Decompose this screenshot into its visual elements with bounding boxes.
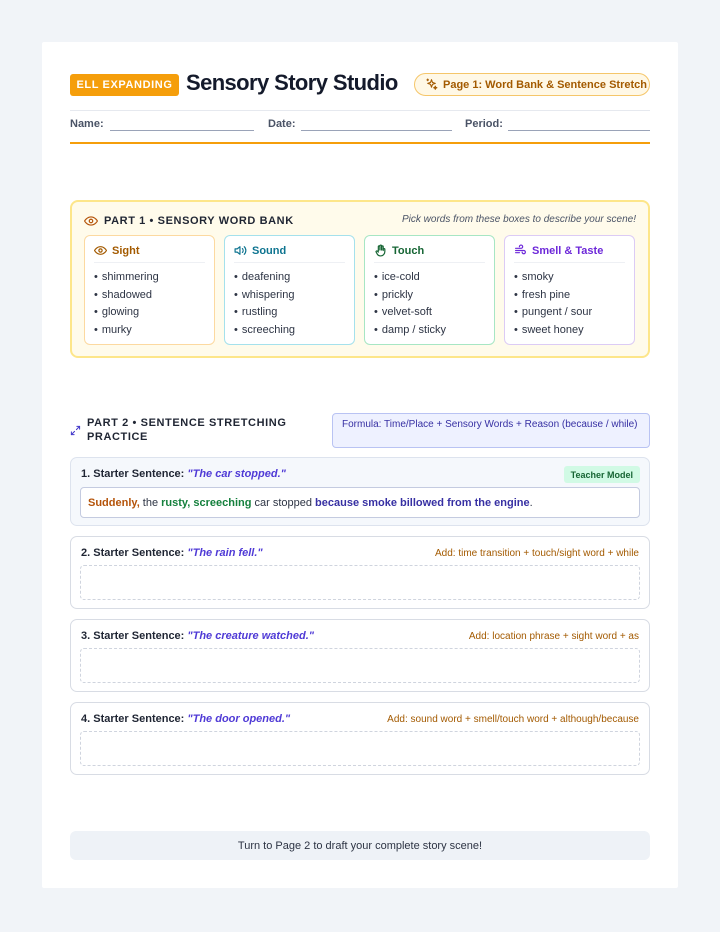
eye-icon [94,244,107,257]
answer-box[interactable] [80,648,640,683]
word-item: • shadowed [94,287,205,305]
word-item: • ice-cold [374,269,485,287]
word-bank-title: PART 1 • SENSORY WORD BANK [84,214,294,228]
answer-box[interactable] [80,565,640,600]
starter-quote: "The rain fell." [187,547,263,559]
teacher-model-badge: Teacher Model [564,466,640,483]
word-card-sound [224,235,355,345]
expand-icon [70,424,81,437]
speaker-icon [234,244,247,257]
eye-icon [84,214,98,228]
word-item: • fresh pine [514,287,625,305]
level-badge: ELL EXPANDING [70,74,179,96]
word-item: • sweet honey [514,322,625,340]
starter-sentence: 2. Starter Sentence: "The rain fell." [81,547,263,559]
wind-icon [514,244,527,257]
answer-box[interactable] [80,731,640,766]
exercise-hint: Add: location phrase + sight word + as [468,631,639,642]
sentence-practice-header [70,416,650,448]
word-card-touch [364,235,495,345]
word-bank-section [70,200,650,358]
word-item: • prickly [374,287,485,305]
word-item: • deafening [234,269,345,287]
exercise-hint: Add: time transition + touch/sight word + while [435,548,639,559]
word-item: • velvet-soft [374,304,485,322]
sparkle-icon [425,78,438,91]
page-title: Sensory Story Studio [186,70,398,95]
sentence-practice-title: PART 2 • SENTENCE STRETCHING PRACTICE [70,416,310,444]
hand-icon [374,244,387,257]
exercise-1 [70,457,650,526]
worksheet-page [42,42,678,888]
exercise-3 [70,619,650,692]
date-field[interactable] [301,130,452,131]
divider [70,110,650,111]
word-item: • smoky [514,269,625,287]
period-field[interactable] [508,130,650,131]
student-info-fields [70,118,650,136]
word-item: • rustling [234,304,345,322]
page-label-pill [414,73,650,96]
starter-sentence: 1. Starter Sentence: "The car stopped." [81,468,286,480]
word-card-header: Sound [234,244,345,263]
word-card-smell-taste [504,235,635,345]
word-bank-note: Pick words from these boxes to describe your scene! [402,214,636,225]
starter-quote: "The door opened." [187,713,291,725]
word-item: • pungent / sour [514,304,625,322]
starter-sentence: 3. Starter Sentence: "The creature watched." [81,630,314,642]
starter-quote: "The car stopped." [187,468,286,480]
word-item: • damp / sticky [374,322,485,340]
word-card-header: Touch [374,244,485,263]
word-item: • murky [94,322,205,340]
starter-quote: "The creature watched." [187,630,314,642]
word-card-header: Sight [94,244,205,263]
name-field[interactable] [110,130,254,131]
header-rule [70,142,650,144]
period-label: Period: [465,118,503,130]
word-card-sight [84,235,215,345]
page-header [70,72,650,104]
word-item: • shimmering [94,269,205,287]
word-item: • screeching [234,322,345,340]
word-item: • whispering [234,287,345,305]
model-sentence: Suddenly, the rusty, screeching car stopped because smoke billowed from the engine . [80,487,640,518]
starter-sentence: 4. Starter Sentence: "The door opened." [81,713,291,725]
name-label: Name: [70,118,104,130]
word-item: • glowing [94,304,205,322]
formula-box: Formula: Time/Place + Sensory Words + Reason (because / while) [332,413,650,448]
footer-note: Turn to Page 2 to draft your complete story scene! [70,831,650,860]
exercise-hint: Add: sound word + smell/touch word + although/because [387,714,639,725]
exercise-2 [70,536,650,609]
exercise-4 [70,702,650,775]
date-label: Date: [268,118,296,130]
word-card-header: Smell & Taste [514,244,625,263]
page-label: Page 1: Word Bank & Sentence Stretch [443,78,647,91]
